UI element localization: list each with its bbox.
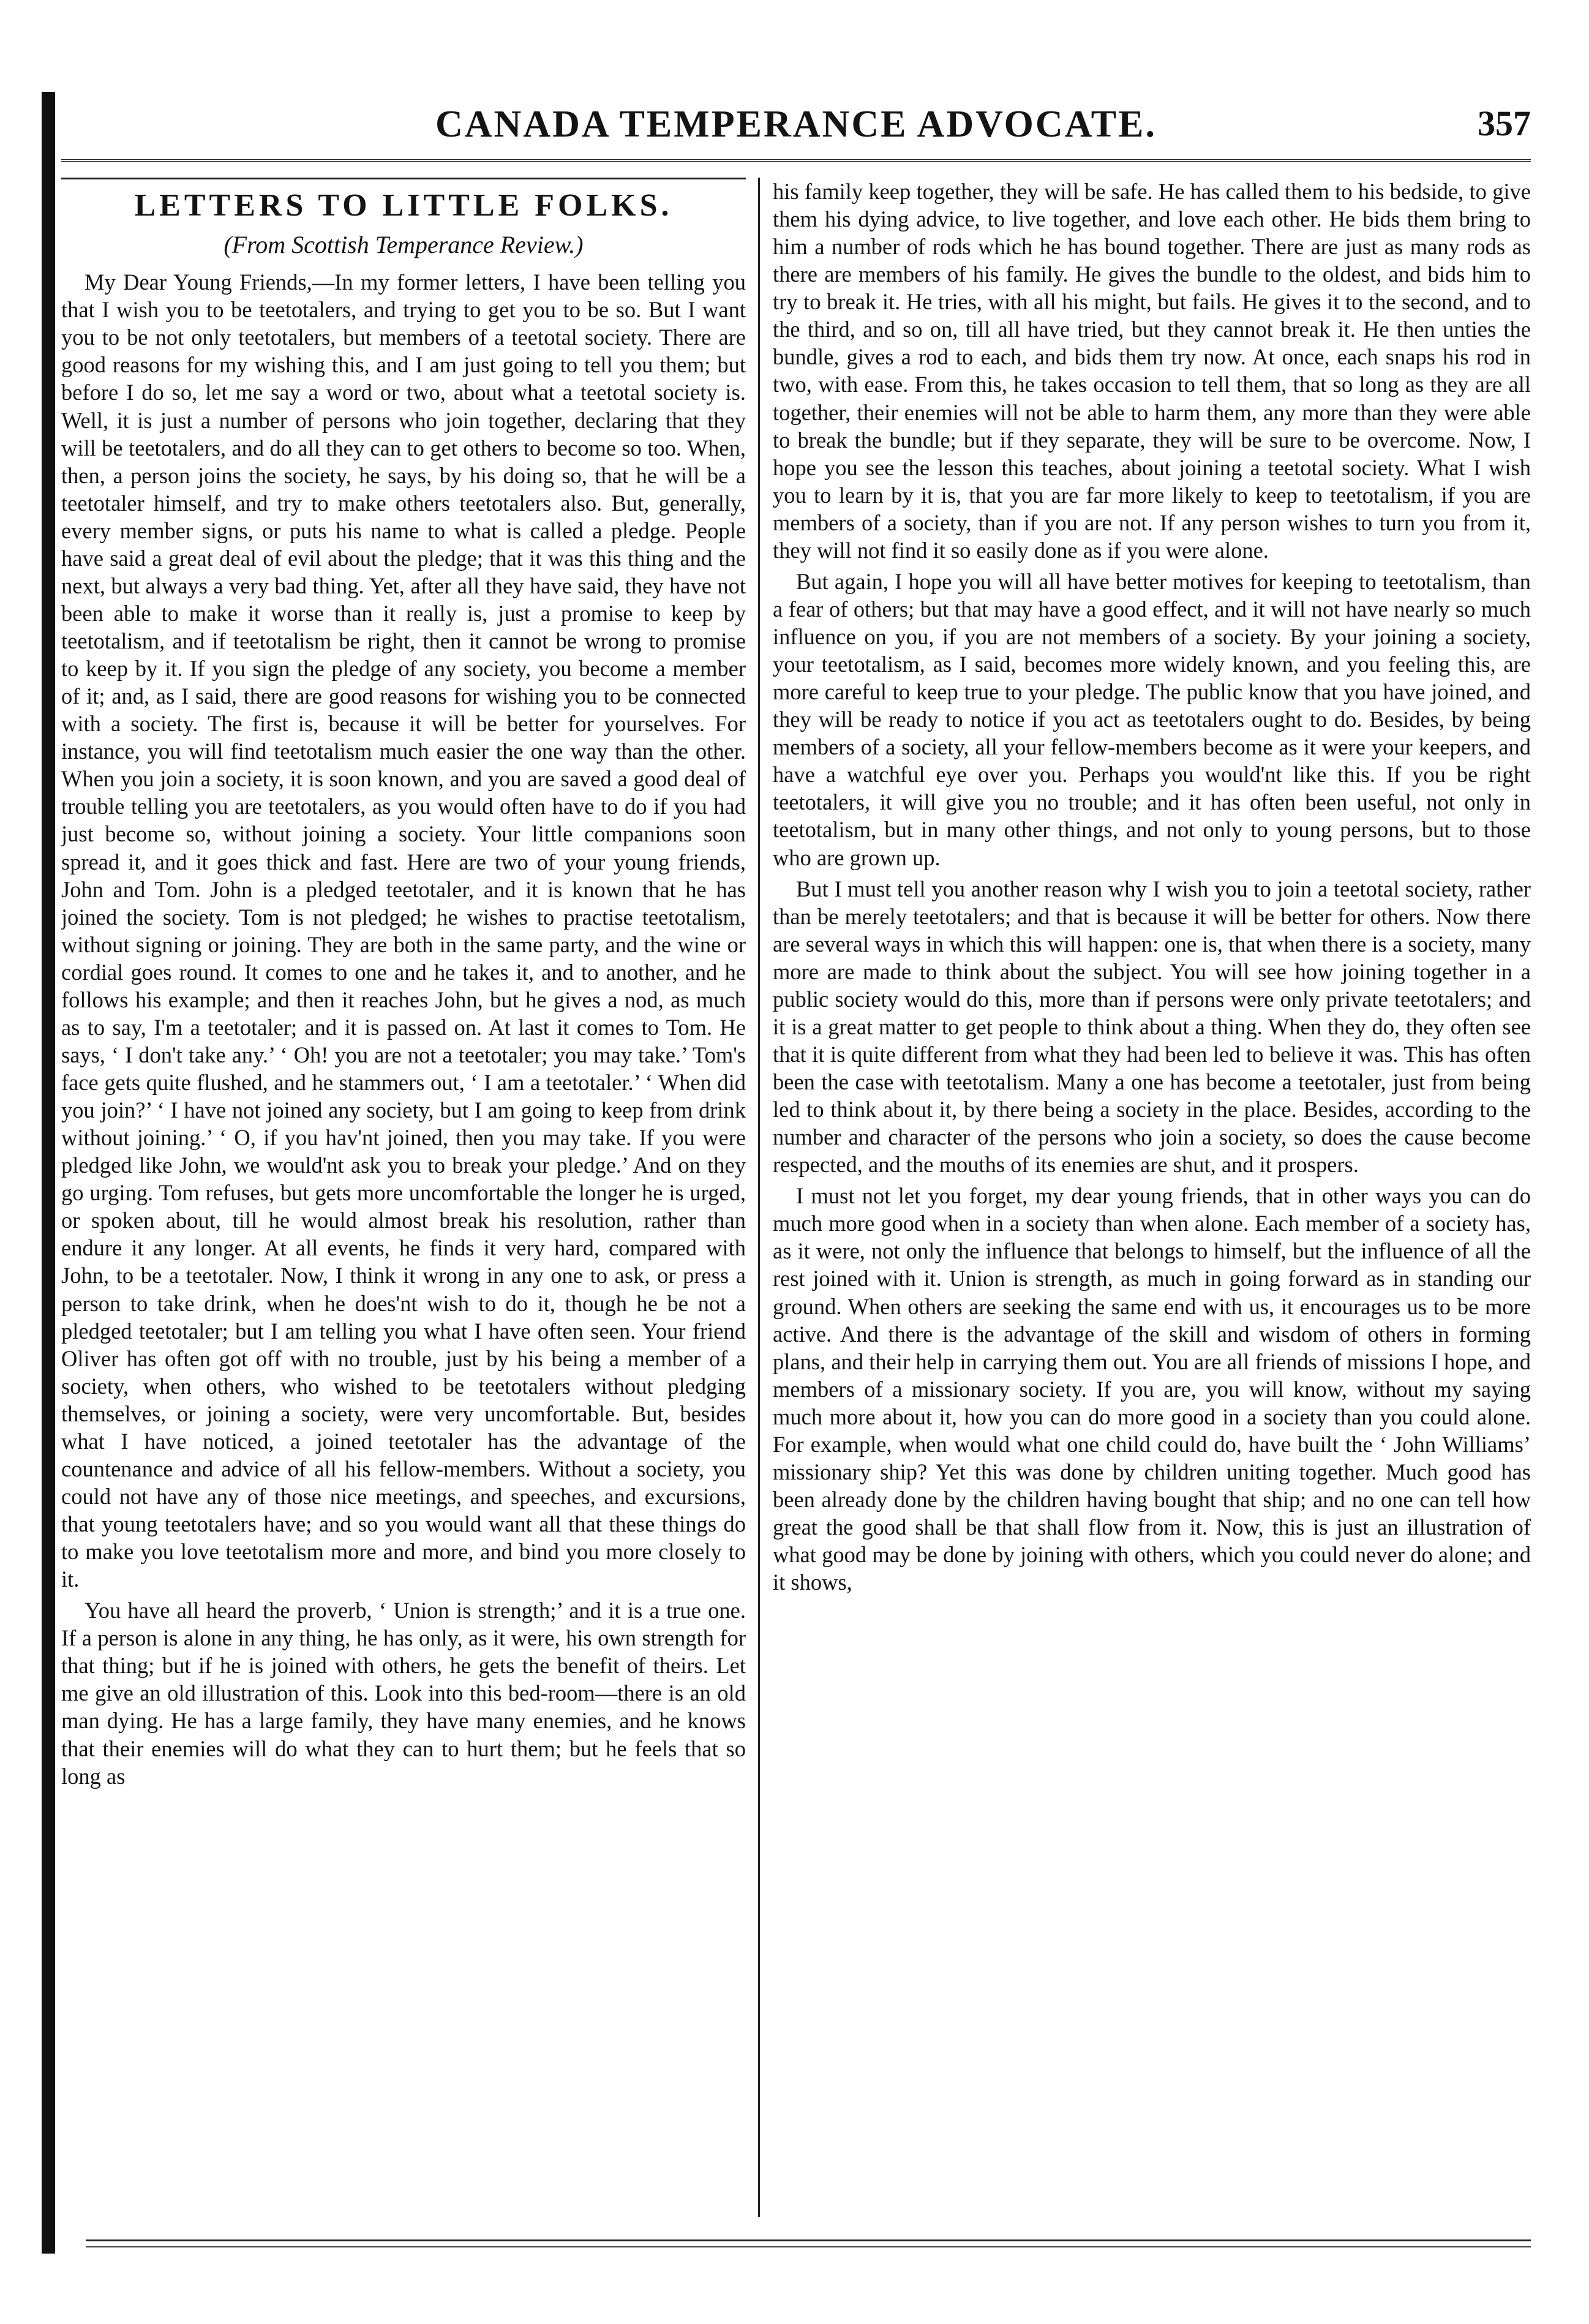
newspaper-page	[61, 92, 1531, 2272]
paragraph: his family keep together, they will be safe. He has called them to his bedside, to give them his dying advice, to live together, and love each other. He bids them bring to him a number of rods which he has bound together. There are just as many rods as there are members of his family. He gives the bundle to the oldest, and bids him to try to break it. He tries, with all his might, but fails. He gives it to the second, and to the third, and so on, till all have tried, but they cannot break it. He then unties the bundle, gives a rod to each, and bids them try now. At once, each snaps his rod in two, with ease. From this, he takes occasion to tell them, that so long as they are all together, their enemies will not be able to harm them, any more than they were able to break the bundle; but if they separate, they will be sure to be overcome. Now, I hope you see the lesson this teaches, about joining a teetotal society. What I wish you to learn by it is, that you are far more likely to keep to teetotalism, if you are members of a society, than if you are not. If any person wishes to turn you from it, they will not find it so easily done as if you were alone.	[773, 179, 1531, 563]
paragraph: You have all heard the proverb, ‘ Union is strength;’ and it is a true one. If a person is alone in any thing, he has only, as it were, his own strength for that thing; but if he is joined with others, he gets the benefit of theirs. Let me give an old illustration of this. Look into this bed-room—there is an old man dying. He has a large family, they have many enemies, and he knows that their enemies will do what they can to hurt them; but he feels that so long as	[61, 1598, 746, 1789]
bottom-rule-secondary	[86, 2246, 1531, 2247]
page-spine-shadow	[42, 92, 55, 2254]
paragraph: But I must tell you another reason why I wish you to join a teetotal society, rather than be merely teetotalers; and that is because it will be better for others. Now there are several ways in which this will happen: one is, that when there is a society, many more are made to think about the subject. You will see how joining together in a public society would do this, more than if persons were only private teetotalers; and it is a great matter to get people to think about a thing. When they do, they often see that it is quite different from what they had been led to believe it was. This has often been the case with teetotalism. Many a one has become a teetotaler, just from being led to think about it, by there being a society in the place. Besides, according to the number and character of the persons who join a society, so does the cause become respected, and the mouths of its enemies are shut, and it prospers.	[773, 876, 1531, 1178]
paragraph: My Dear Young Friends,—In my former letters, I have been telling you that I wish you to be teetotalers, and trying to get you to be so. But I want you to be not only teetotalers, but members of a teetotal society. There are good reasons for my wishing this, and I am just going to tell you them; but before I do so, let me say a word or two, about what a teetotal society is. Well, it is just a number of persons who join together, declaring that they will be teetotalers, and do all they can to get others to become so too. When, then, a person joins the society, he says, by his doing so, that he will be a teetotaler himself, and try to make others teetotalers also. But, generally, every member signs, or puts his name to what is called a pledge. People have said a great deal of evil about the pledge; that it was this thing and the next, but always a very bad thing. Yet, after all they have said, they have not been able to make it worse than it really is, just a promise to keep by teetotalism, and if teetotalism be right, then it cannot be wrong to promise to keep by it. If you sign the pledge of any society, you become a member of it; and, as I said, there are good reasons for wishing you to be connected with a society. The first is, because it will be better for yourselves. For instance, you will find teetotalism much easier the one way than the other. When you join a society, it is soon known, and you are saved a good deal of trouble telling you are teetotalers, as you would often have to do if you had just become so, without joining a society. Your little companions soon spread it, and it goes thick and fast. Here are two of your young friends, John and Tom. John is a pledged teetotaler, and it is known that he has joined the society. Tom is not pledged; he wishes to practise teetotalism, without signing or joining. They are both in the same party, and the wine or cordial goes round. It comes to one and he takes it, and to another, and he follows his example; and then it reaches John, but he gives a nod, as much as to say, I'm a teetotaler; and it is passed on. At last it comes to Tom. He says, ‘ I don't take any.’ ‘ Oh! you are not a teetotaler; you may take.’ Tom's face gets quite flushed, and he stammers out, ‘ I am a teetotaler.’ ‘ When did you join?’ ‘ I have not joined any society, but I am going to keep from drink without joining.’ ‘ O, if you hav'nt joined, then you may take. If you were pledged like John, we would'nt ask you to break your pledge.’ And on they go urging. Tom refuses, but gets more uncomfortable the longer he is urged, or spoken about, till he would almost break his resolution, rather than endure it any longer. At all events, he finds it very hard, compared with John, to be a teetotaler. Now, I think it wrong in any one to ask, or press a person to take drink, when he does'nt wish to do it, though he be not a pledged teetotaler; but I am telling you what I have often seen. Your friend Oliver has often got off with no trouble, just by his being a member of a society, when others, who wished to be teetotalers without pledging themselves, or joining a society, were very uncomfortable. But, besides what I have noticed, a joined teetotaler has the advantage of the countenance and advice of all his fellow-members. Without a society, you could not have any of those nice meetings, and speeches, and excursions, that young teetotalers have; and so you would want all that these things do to make you love teetotalism more and more, and bind you more closely to it.	[61, 269, 746, 1592]
publication-title: CANADA TEMPERANCE ADVOCATE.	[435, 103, 1157, 145]
paragraph: I must not let you forget, my dear young friends, that in other ways you can do much more good when in a society than when alone. Each member of a society has, as it were, not only the influence that belongs to himself, but the influence of all the rest joined with it. Union is strength, as much in going forward as in standing our ground. When others are seeking the same end with us, it encourages us to be more active. And there is the advantage of the skill and wisdom of others in forming plans, and their help in carrying them out. You are all friends of missions I hope, and members of a missionary society. If you are, you will know, without my saying much more about it, how you can do more good in a society than you could alone. For example, when would what one child could do, have built the ‘ John Williams’ missionary ship? Yet this was done by children uniting together. Much good has been already done by the children having bought that ship; and no one can tell how great the good shall be that shall flow from it. Now, this is just an illustration of what good may be done by joining with others, which you could never do alone; and it shows,	[773, 1183, 1531, 1595]
article-source: (From Scottish Temperance Review.)	[224, 231, 584, 259]
page-number: 357	[1478, 103, 1531, 143]
paragraph: But again, I hope you will all have better motives for keeping to teetotalism, than a fear of others; but that may have a good effect, and it will not have nearly so much influence on you, if you are not members of a society. By your joining a society, your teetotalism, as I said, becomes more widely known, and you feeling this, are more careful to keep true to your pledge. The public know that you have joined, and they will be ready to notice if you act as teetotalers ought to do. Besides, by being members of a society, all your fellow-members become as it were your keepers, and have a watchful eye over you. Perhaps you would'nt like this. If you be right teetotalers, it will give you no trouble; and it has often been useful, not only in teetotalism, but in many other things, and not only to young persons, but to those who are grown up.	[773, 568, 1531, 870]
left-column	[61, 178, 746, 2217]
bottom-rule	[86, 2239, 1531, 2241]
article-title: LETTERS TO LITTLE FOLKS.	[61, 178, 746, 223]
running-head	[61, 92, 1531, 162]
column-divider	[758, 178, 760, 2217]
text-columns	[61, 178, 1531, 2217]
right-column	[773, 178, 1531, 2217]
